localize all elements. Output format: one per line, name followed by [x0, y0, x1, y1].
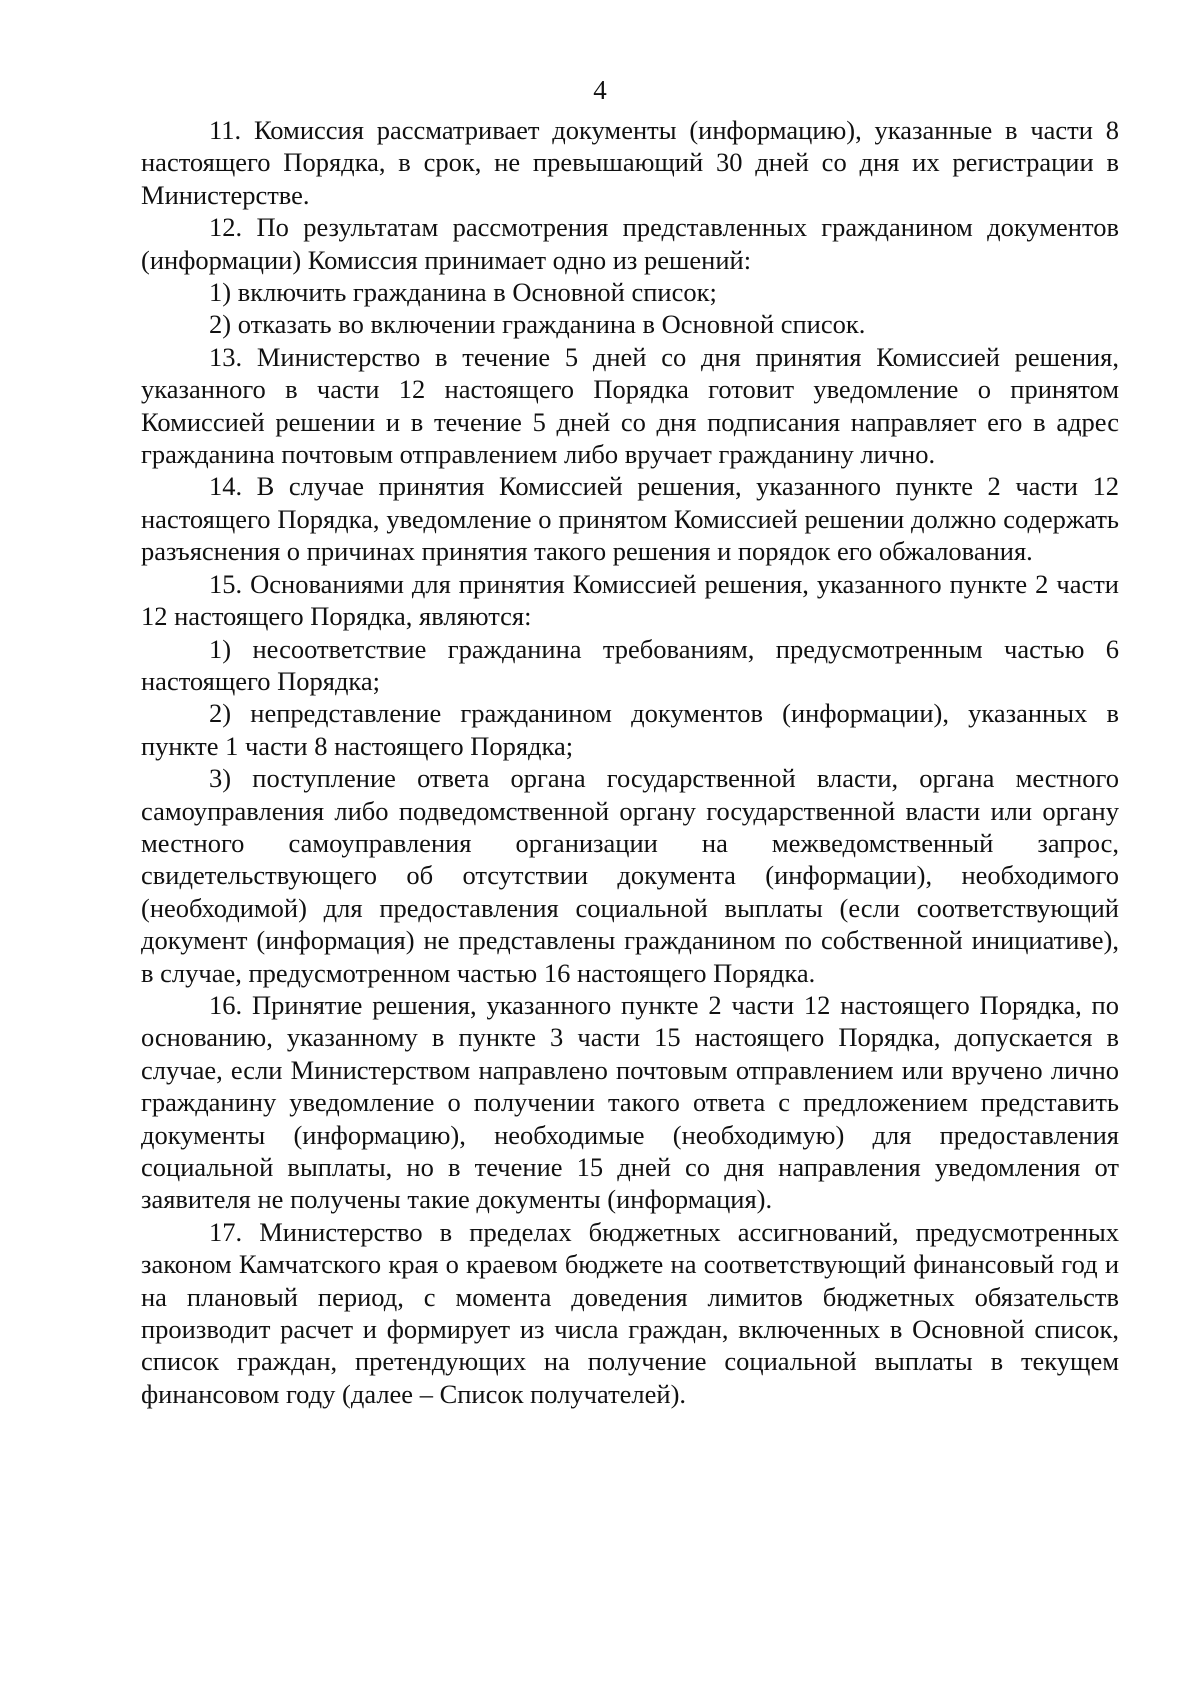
- document-body: [141, 114, 1119, 1410]
- paragraph-17: 17. Министерство в пределах бюджетных ассигнований, предусмотренных законом Камчатского края о краевом бюджете на соответствующий финансовый год и на плановый период, с момента доведения лимитов бюджетных обязательств производит расчет и формирует из числа граждан, включенных в Основной список, список граждан, претендующих на получение социальной выплаты в текущем финансовом году (далее – Список получателей).: [141, 1216, 1119, 1409]
- paragraph-15-item-1: 1) несоответствие гражданина требованиям, предусмотренным частью 6 настоящего Порядка;: [141, 633, 1119, 696]
- paragraph-16: 16. Принятие решения, указанного пункте 2 части 12 настоящего Порядка, по основанию, указанному в пункте 3 части 15 настоящего Порядка, допускается в случае, если Министерством направлено почтовым отправлением или вручено лично гражданину уведомление о получении такого ответа с предложением представить документы (информацию), необходимые (необходимую) для предоставления социальной выплаты, но в течение 15 дней со дня направления уведомления от заявителя не получены такие документы (информация).: [141, 989, 1119, 1215]
- paragraph-11: 11. Комиссия рассматривает документы (информацию), указанные в части 8 настоящего Порядка, в срок, не превышающий 30 дней со дня их регистрации в Министерстве.: [141, 115, 1119, 210]
- paragraph-12-item-2: 2) отказать во включении гражданина в Основной список.: [209, 309, 866, 340]
- page-number: 4: [593, 75, 607, 105]
- paragraph-13: 13. Министерство в течение 5 дней со дня принятия Комиссией решения, указанного в части 12 настоящего Порядка готовит уведомление о принятом Комиссией решении и в течение 5 дней со дня подписания направляет его в адрес гражданина почтовым отправлением либо вручает гражданину лично.: [141, 341, 1119, 470]
- paragraph-15: 15. Основаниями для принятия Комиссией решения, указанного пункте 2 части 12 настоящего Порядка, являются:: [141, 568, 1119, 632]
- paragraph-12-item-1: 1) включить гражданина в Основной список;: [209, 277, 717, 308]
- paragraph-14: 14. В случае принятия Комиссией решения, указанного пункте 2 части 12 настоящего Порядка, уведомление о принятом Комиссией решении должно содержать разъяснения о причинах принятия такого решения и порядок его обжалования.: [141, 471, 1119, 567]
- paragraph-12: 12. По результатам рассмотрения представленных гражданином документов (информации) Комиссия принимает одно из решений:: [141, 212, 1119, 275]
- paragraph-15-item-3: 3) поступление ответа органа государственной власти, органа местного самоуправления либо подведомственной органу государственной власти или органу местного самоуправления организации на межведомственный запрос, свидетельствующего об отсутствии документа (информации), необходимого (необходимой) для предоставления социальной выплаты (если соответствующий документ (информация) не представлены гражданином по собственной инициативе), в случае, предусмотренном частью 16 настоящего Порядка.: [141, 763, 1119, 988]
- paragraph-15-item-2: 2) непредставление гражданином документов (информации), указанных в пункте 1 части 8 настоящего Порядка;: [141, 698, 1119, 761]
